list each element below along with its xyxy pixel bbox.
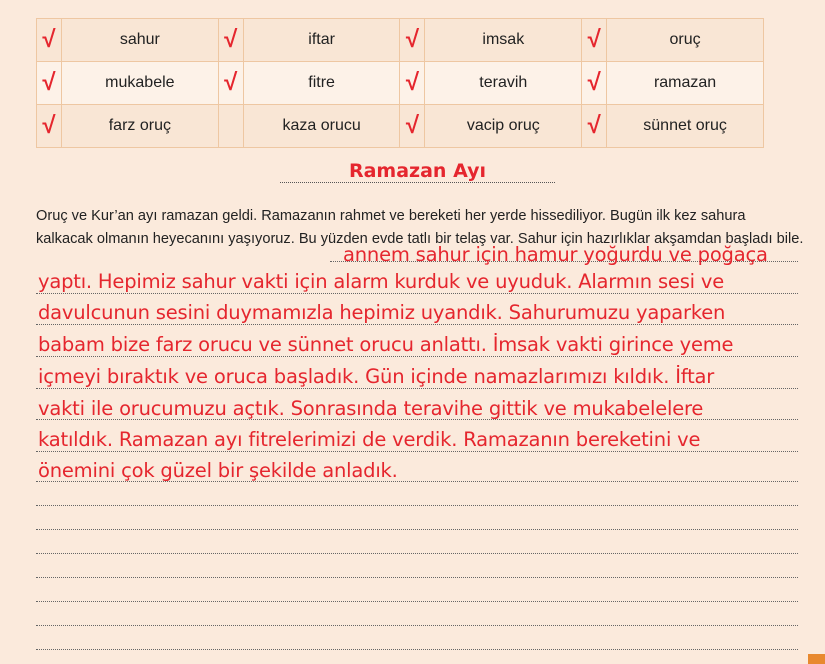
writing-line <box>36 577 798 578</box>
check-mark-icon: √ <box>582 62 607 105</box>
handwritten-answer-line: içmeyi bıraktık ve oruca başladık. Gün içinde namazlarımızı kıldık. İftar <box>38 365 715 388</box>
writing-line <box>36 451 798 452</box>
handwritten-answer-line: önemini çok güzel bir şekilde anladık. <box>38 459 398 482</box>
table-row <box>37 62 764 105</box>
word-cell: ramazan <box>607 62 764 105</box>
check-mark-icon: √ <box>218 62 243 105</box>
writing-line <box>36 601 798 602</box>
check-mark-icon: √ <box>37 105 62 148</box>
page-title: Ramazan Ayı <box>348 160 487 182</box>
table-row <box>37 105 764 148</box>
writing-line <box>36 553 798 554</box>
writing-line <box>36 649 798 650</box>
word-cell: sünnet oruç <box>607 105 764 148</box>
check-mark-icon: √ <box>37 19 62 62</box>
title-line <box>280 160 555 183</box>
writing-line <box>36 529 798 530</box>
page-corner-marker <box>808 654 825 664</box>
writing-line <box>36 324 798 325</box>
handwritten-answer-line: babam bize farz orucu ve sünnet orucu anlattı. İmsak vakti girince yeme <box>38 333 734 356</box>
writing-line <box>36 505 798 506</box>
handwritten-answer-line: annem sahur için hamur yoğurdu ve poğaça <box>343 243 768 266</box>
check-mark-icon: √ <box>582 19 607 62</box>
check-mark-icon: √ <box>400 19 425 62</box>
writing-line <box>36 293 798 294</box>
check-mark-icon: √ <box>400 62 425 105</box>
word-cell: imsak <box>425 19 582 62</box>
word-table <box>36 18 764 148</box>
word-cell: oruç <box>607 19 764 62</box>
writing-line <box>36 625 798 626</box>
word-cell: teravih <box>425 62 582 105</box>
handwritten-answer-line: yaptı. Hepimiz sahur vakti için alarm kurduk ve uyuduk. Alarmın sesi ve <box>38 270 725 293</box>
check-mark-icon: √ <box>582 105 607 148</box>
check-mark-icon: √ <box>37 62 62 105</box>
word-cell: kaza orucu <box>243 105 400 148</box>
handwritten-answer-line: davulcunun sesini duymamızla hepimiz uyandık. Sahurumuzu yaparken <box>38 301 726 324</box>
word-cell: iftar <box>243 19 400 62</box>
check-mark-icon: √ <box>400 105 425 148</box>
check-mark-icon <box>218 105 243 148</box>
word-cell: farz oruç <box>61 105 218 148</box>
writing-line <box>36 388 798 389</box>
word-cell: vacip oruç <box>425 105 582 148</box>
word-cell: sahur <box>61 19 218 62</box>
writing-line <box>36 356 798 357</box>
word-cell: fitre <box>243 62 400 105</box>
intro-paragraph: Oruç ve Kur’an ayı ramazan geldi. Ramazanın rahmet ve bereketi her yerde hissediliyor. Bugün ilk kez sahura kalkacak olmanın heyecanını yaşıyoruz. Bu yüzden evde tatlı bir telaş var. Sahur için hazırlıklar akşamdan başladı bile. <box>36 208 804 247</box>
handwritten-answer-line: vakti ile orucumuzu açtık. Sonrasında teravihe gittik ve mukabelelere <box>38 397 704 420</box>
word-cell: mukabele <box>61 62 218 105</box>
handwritten-answer-line: katıldık. Ramazan ayı fitrelerimizi de verdik. Ramazanın bereketini ve <box>38 428 701 451</box>
check-mark-icon: √ <box>218 19 243 62</box>
table-row <box>37 19 764 62</box>
